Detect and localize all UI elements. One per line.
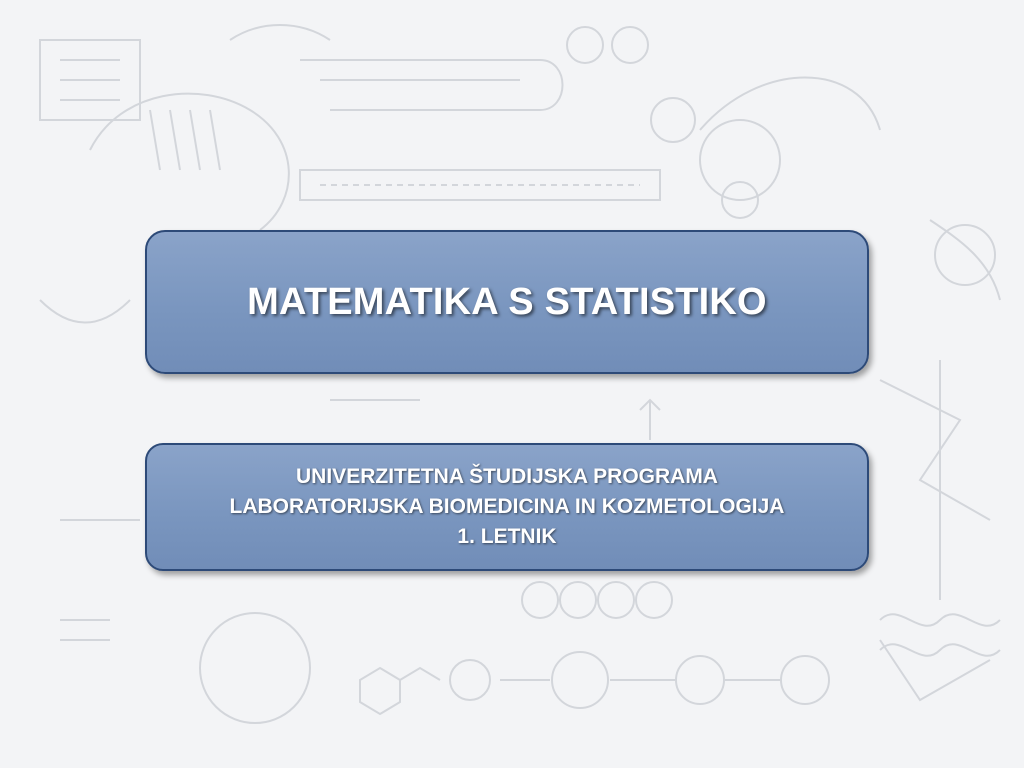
subtitle-line-year: 1. LETNIK bbox=[457, 525, 557, 548]
title-box bbox=[145, 230, 869, 374]
slide-title: MATEMATIKA S STATISTIKO bbox=[247, 280, 767, 323]
subtitle-box bbox=[145, 443, 869, 571]
subtitle-line-program: UNIVERZITETNA ŠTUDIJSKA PROGRAMA bbox=[296, 465, 718, 488]
subtitle-line-courses: LABORATORIJSKA BIOMEDICINA IN KOZMETOLOGIJA bbox=[229, 495, 785, 518]
